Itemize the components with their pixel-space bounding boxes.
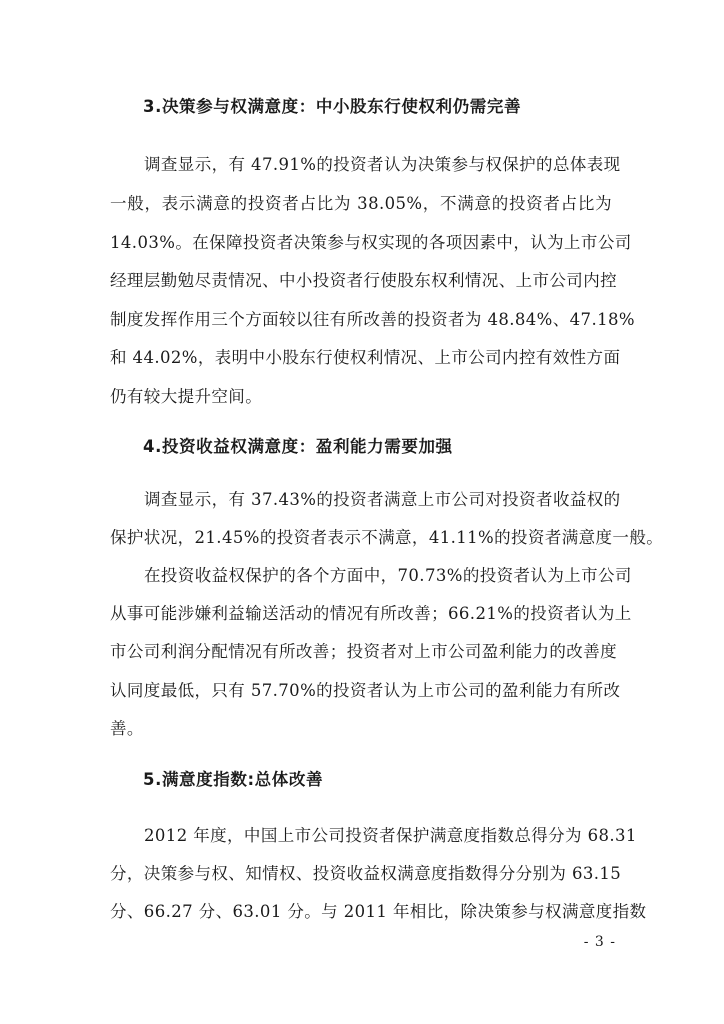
section-3-line-2: 一般，表示满意的投资者占比为 38.05%，不满意的投资者占比为 <box>110 194 612 213</box>
section-4-heading: 4.投资收益权满意度：盈利能力需要加强 <box>143 437 453 456</box>
section-3-line-6: 和 44.02%，表明中小股东行使权利情况、上市公司内控有效性方面 <box>110 348 621 367</box>
section-4-line-5: 市公司利润分配情况有所改善；投资者对上市公司盈利能力的改善度 <box>110 642 617 661</box>
section-3-line-1: 调查显示，有 47.91%的投资者认为决策参与权保护的总体表现 <box>144 155 621 174</box>
section-4-line-1: 调查显示，有 37.43%的投资者满意上市公司对投资者收益权的 <box>144 490 621 509</box>
section-5-line-2: 分，决策参与权、知情权、投资收益权满意度指数得分分别为 63.15 <box>110 864 622 883</box>
section-4-line-3: 在投资收益权保护的各个方面中，70.73%的投资者认为上市公司 <box>144 566 632 585</box>
section-4-line-6: 认同度最低，只有 57.70%的投资者认为上市公司的盈利能力有所改 <box>110 681 621 700</box>
section-5-line-1: 2012 年度，中国上市公司投资者保护满意度指数总得分为 68.31 <box>144 826 637 845</box>
section-4-line-7: 善。 <box>110 719 144 738</box>
page-number: - 3 - <box>583 934 616 950</box>
section-3-line-3: 14.03%。在保障投资者决策参与权实现的各项因素中，认为上市公司 <box>110 233 632 252</box>
section-3-heading: 3.决策参与权满意度：中小股东行使权利仍需完善 <box>143 97 522 116</box>
section-3-line-4: 经理层勤勉尽责情况、中小投资者行使股东权利情况、上市公司内控 <box>110 271 617 290</box>
section-4-line-2: 保护状况，21.45%的投资者表示不满意，41.11%的投资者满意度一般。 <box>110 528 664 547</box>
section-3-line-7: 仍有较大提升空间。 <box>110 387 263 406</box>
section-5-heading: 5.满意度指数:总体改善 <box>143 770 324 789</box>
section-4-line-4: 从事可能涉嫌利益输送活动的情况有所改善；66.21%的投资者认为上 <box>110 604 632 623</box>
section-5-line-3: 分、66.27 分、63.01 分。与 2011 年相比，除决策参与权满意度指数 <box>110 902 647 921</box>
section-3-line-5: 制度发挥作用三个方面较以往有所改善的投资者为 48.84%、47.18% <box>110 310 635 329</box>
